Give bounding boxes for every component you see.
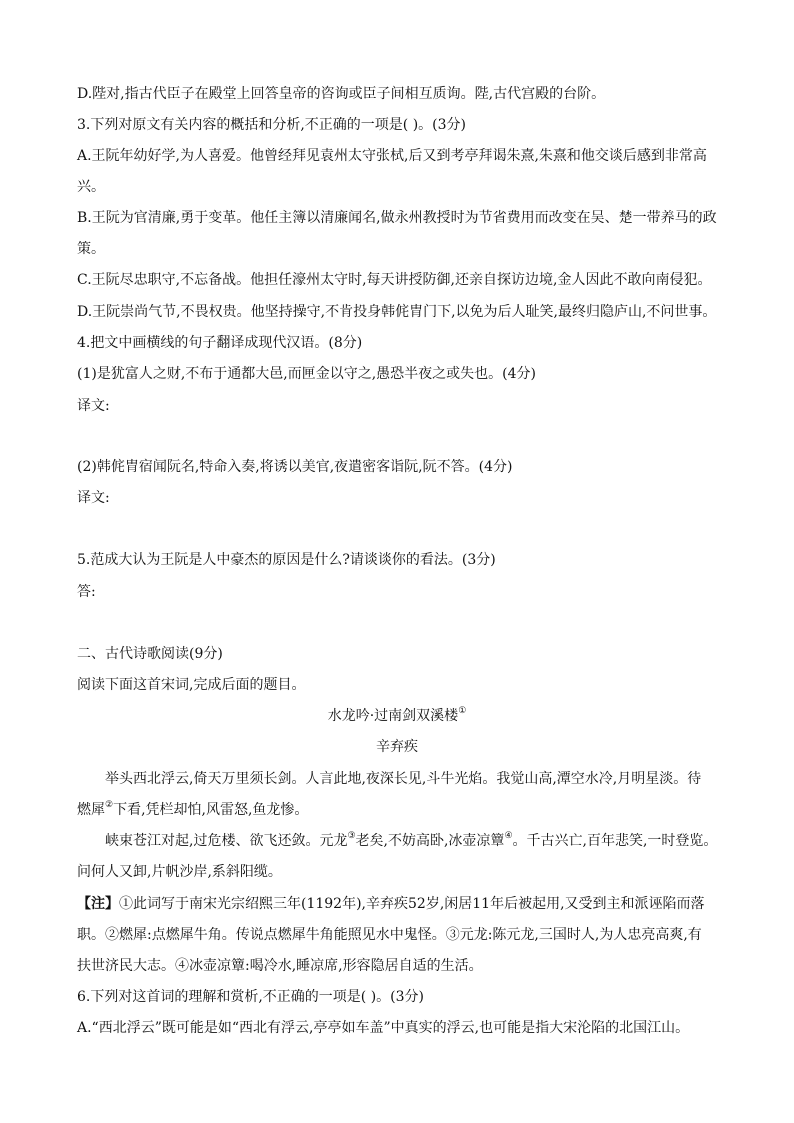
- q4-stem: 4.把文中画横线的句子翻译成现代汉语。(8分): [77, 335, 363, 351]
- note-marker: ③: [347, 831, 356, 842]
- poem-text: 老矣,不妨高卧,冰壶凉簟: [355, 833, 505, 849]
- poem-text: 。千古兴亡,百年悲笑,一时登览。: [512, 833, 718, 849]
- poem-text: 下看,凭栏却怕,风雷怒,鱼龙惨。: [113, 802, 309, 818]
- q5-answer-label: 答:: [77, 584, 96, 600]
- note-marker: ④: [504, 831, 513, 842]
- q4-sentence-2: (2)韩侂胄宿闻阮名,特命入奏,将诱以美官,夜遣密客诣阮,阮不答。(4分): [77, 459, 513, 475]
- poem-text: 峡束苍江对起,过危楼、欲飞还敛。元龙: [105, 833, 348, 849]
- q6-option-a: A.“西北浮云”既可能是如“西北有浮云,亭亭如车盖”中真实的浮云,也可能是指大宋沦陷的北国江山。: [77, 1020, 690, 1036]
- q3-option-d: D.王阮崇尚气节,不畏权贵。他坚持操守,不肯投身韩侂胄门下,以免为后人耻笑,最终归隐庐山,不问世事。: [77, 304, 717, 320]
- q3-option-b-line2: 策。: [77, 241, 105, 257]
- poem-stanza1-line1: 举头西北浮云,倚天万里须长剑。人言此地,夜深长见,斗牛光焰。我觉山高,潭空水冷,月明星淡。待: [105, 771, 702, 787]
- notes-line3: 扶世济民大志。④冰壶凉簟:喝冷水,睡凉席,形容隐居自适的生活。: [77, 958, 483, 974]
- q6-stem: 6.下列对这首词的理解和赏析,不正确的一项是( )。(3分): [77, 989, 425, 1005]
- section-intro: 阅读下面这首宋词,完成后面的题目。: [77, 677, 306, 693]
- poem-title-note-marker: ①: [458, 706, 467, 717]
- q3-option-c: C.王阮尽忠职守,不忘备战。他担任濠州太守时,每天讲授防御,还亲自探访边境,金人因此不敢向南侵犯。: [77, 272, 712, 288]
- poem-stanza2-line2: 问何人又卸,片帆沙岸,系斜阳缆。: [77, 864, 282, 880]
- poem-text: 燃犀: [77, 802, 105, 818]
- q5-stem: 5.范成大认为王阮是人中豪杰的原因是什么?请谈谈你的看法。(3分): [77, 552, 496, 568]
- section-heading: 二、古代诗歌阅读(9分): [77, 646, 223, 662]
- poem-title-text: 水龙吟·过南剑双溪楼: [327, 708, 459, 724]
- q3-stem: 3.下列对原文有关内容的概括和分析,不正确的一项是( )。(3分): [77, 117, 467, 133]
- poem-author: 辛弃疾: [376, 739, 418, 755]
- q3-option-b-line1: B.王阮为官清廉,勇于变革。他任主簿以清廉闻名,做永州教授时为节省费用而改变在吴、楚一带养马的政: [77, 210, 717, 226]
- q4-translation-label-2: 译文:: [77, 490, 110, 506]
- note-marker: ②: [105, 800, 114, 811]
- q4-translation-label-1: 译文:: [77, 398, 110, 414]
- notes-text: ①此词写于南宋光宗绍熙三年(1192年),辛弃疾52岁,闲居11年后被起用,又受到主和派诬陷而落: [119, 896, 705, 912]
- q2-option-d: D.陛对,指古代臣子在殿堂上回答皇帝的咨询或臣子间相互质询。陛,古代宫殿的台阶。: [77, 86, 606, 102]
- poem-stanza1-line2: [77, 801, 727, 819]
- q3-option-a-line1: A.王阮年幼好学,为人喜爱。他曾经拜见袁州太守张栻,后又到考亭拜谒朱熹,朱熹和他交谈后感到非常高: [77, 148, 707, 164]
- notes-label: 【注】: [77, 896, 119, 912]
- poem-title: [0, 707, 794, 725]
- poem-stanza2-line1: [105, 832, 727, 850]
- notes-line1: [77, 895, 727, 913]
- q4-sentence-1: (1)是犹富人之财,不布于通都大邑,而匣金以守之,愚恐半夜之或失也。(4分): [77, 366, 537, 382]
- q3-option-a-line2: 兴。: [77, 179, 105, 195]
- notes-line2: 职。②燃犀:点燃犀牛角。传说点燃犀牛角能照见水中鬼怪。③元龙:陈元龙,三国时人,为人忠亮高爽,有: [77, 927, 702, 943]
